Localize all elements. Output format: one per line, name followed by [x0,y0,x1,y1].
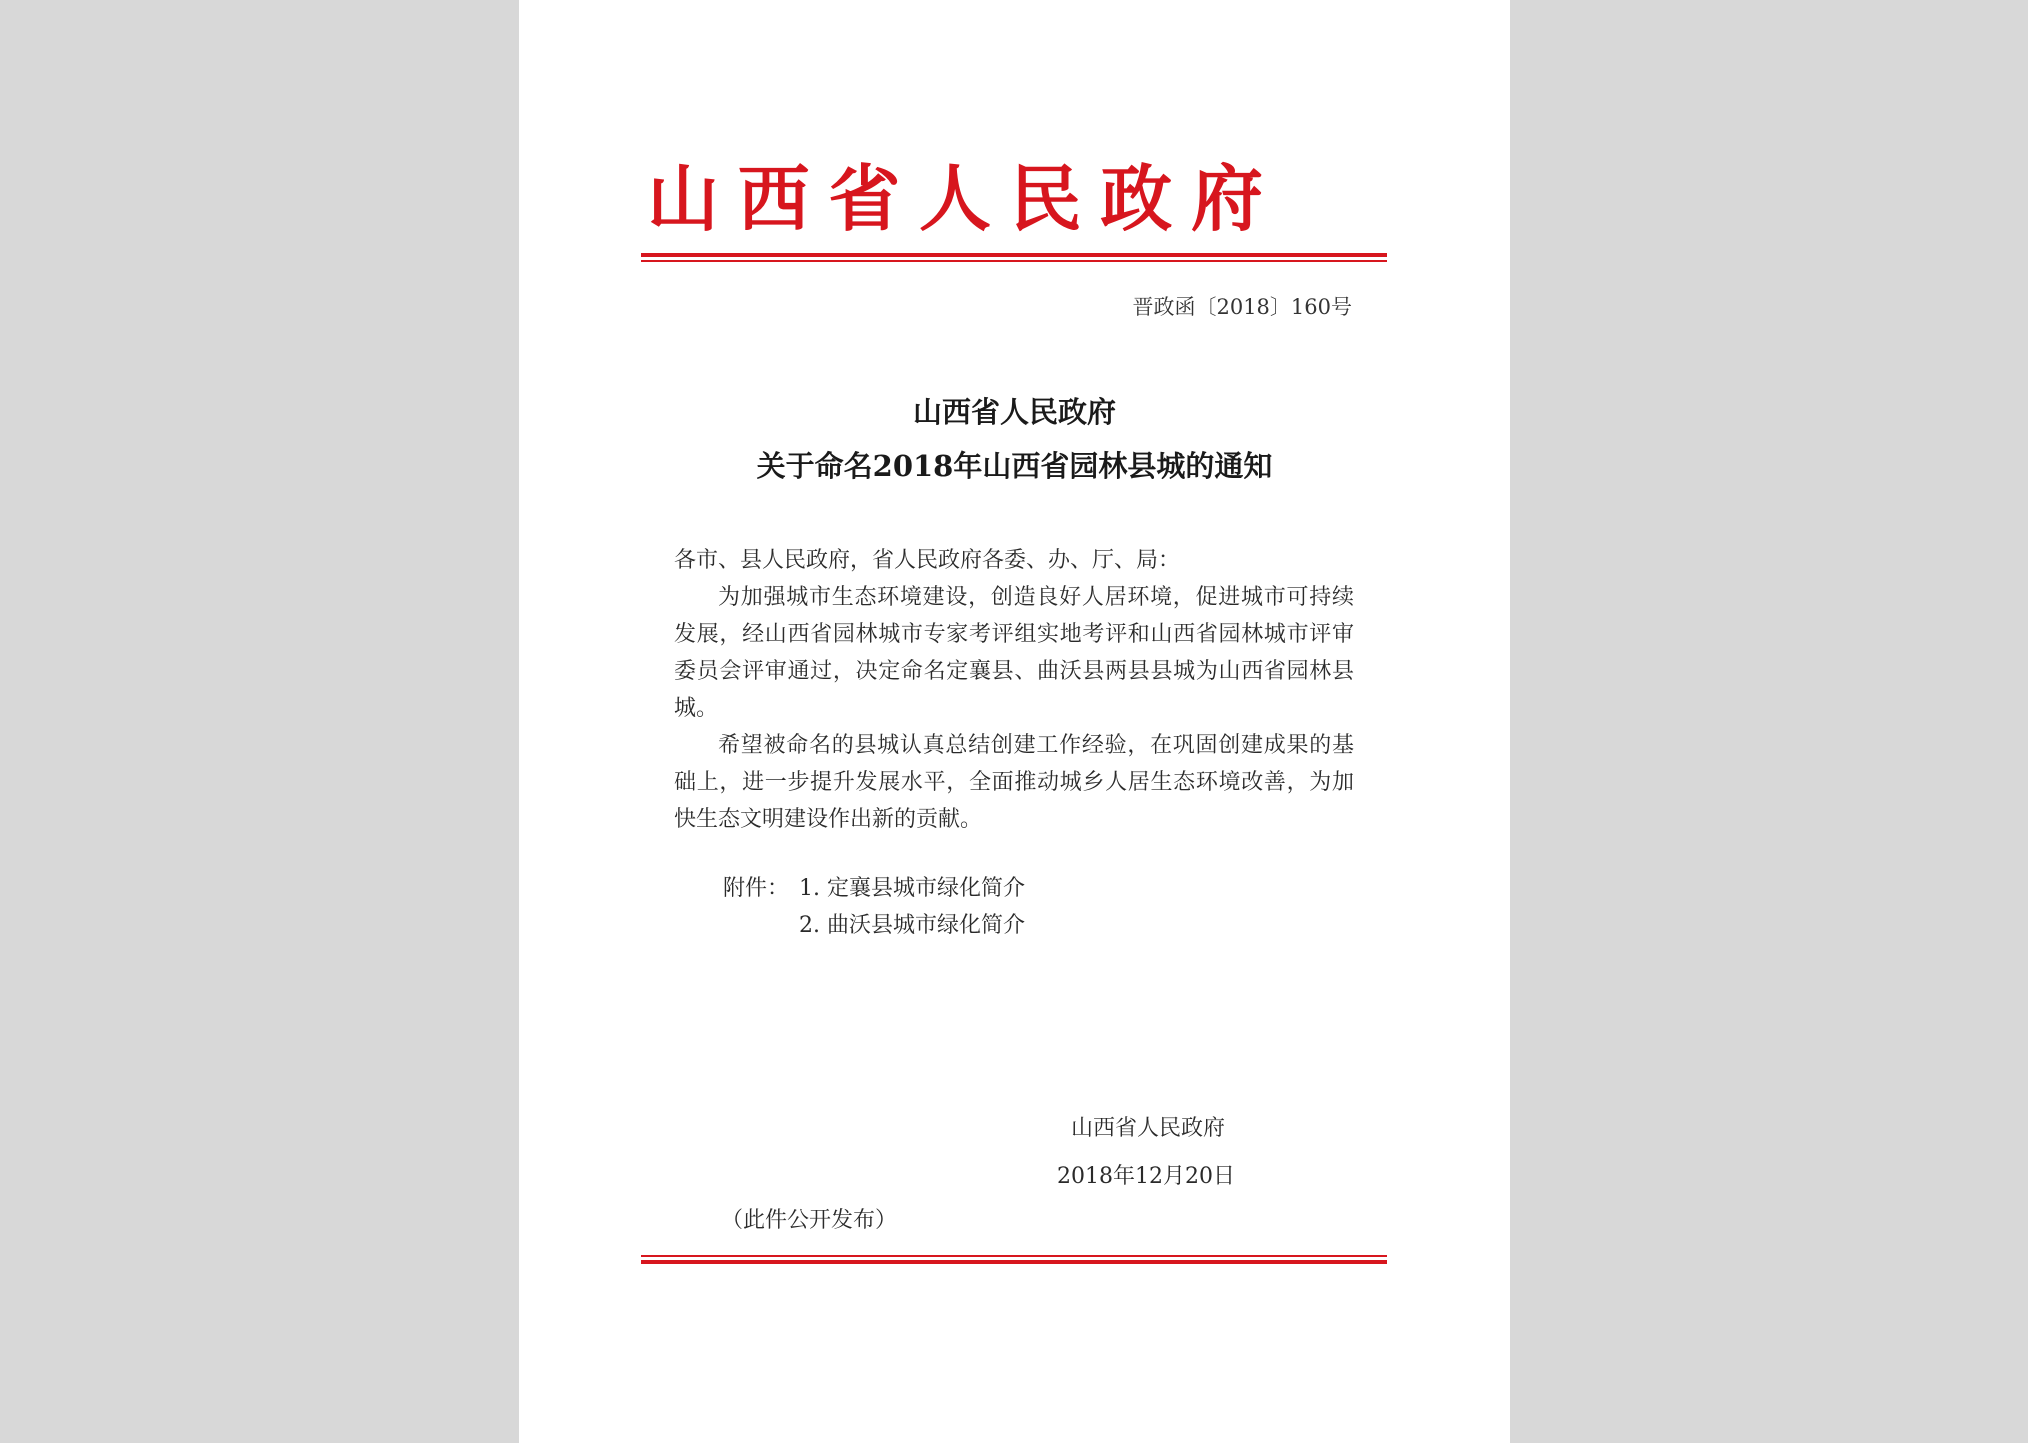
masthead-char: 民 [1009,156,1082,241]
signer: 山西省人民政府 [1071,1116,1226,1141]
attachment-row [723,870,1025,907]
attachment-item: 1. 定襄县城市绿化简介 [799,876,1025,901]
masthead-char: 山 [647,156,720,241]
masthead-char: 人 [918,156,991,241]
document-title-line2: 关于命名2018年山西省园林县城的通知 [756,449,1273,483]
document-number: 晋政函〔2018〕160号 [1132,295,1352,319]
masthead-char: 府 [1190,156,1263,241]
document-title-line1: 山西省人民政府 [912,395,1116,429]
salutation: 各市、县人民政府，省人民政府各委、办、厅、局： [674,548,1181,573]
rule-thick-line [641,1260,1387,1264]
rule-thick-line [641,253,1387,257]
attachment-row [723,907,1025,944]
document-page [519,0,1510,1443]
masthead-title [647,154,1263,244]
attachment-label: 附件： [723,876,790,901]
masthead-char: 政 [1100,156,1173,241]
rule-thin-line [641,260,1387,262]
footer-rule [641,1255,1387,1264]
body-paragraph-2: 希望被命名的县城认真总结创建工作经验，在巩固创建成果的基础上，进一步提升发展水平，全面推动城乡人居生态环境改善，为加快生态文明建设作出新的贡献。 [674,733,1354,832]
masthead-char: 西 [737,156,810,241]
issue-date: 2018年12月20日 [1057,1164,1235,1189]
rule-thin-line [641,1255,1387,1257]
document-body [674,542,1354,838]
masthead-char: 省 [828,156,901,241]
attachments [723,870,1025,944]
masthead-rule [641,253,1387,262]
attachment-item: 2. 曲沃县城市绿化简介 [799,913,1025,938]
body-paragraph-1: 为加强城市生态环境建设，创造良好人居环境，促进城市可持续发展，经山西省园林城市专家考评组实地考评和山西省园林城市评审委员会评审通过，决定命名定襄县、曲沃县两县县城为山西省园林县城。 [674,585,1354,721]
publication-note: （此件公开发布） [721,1208,898,1233]
